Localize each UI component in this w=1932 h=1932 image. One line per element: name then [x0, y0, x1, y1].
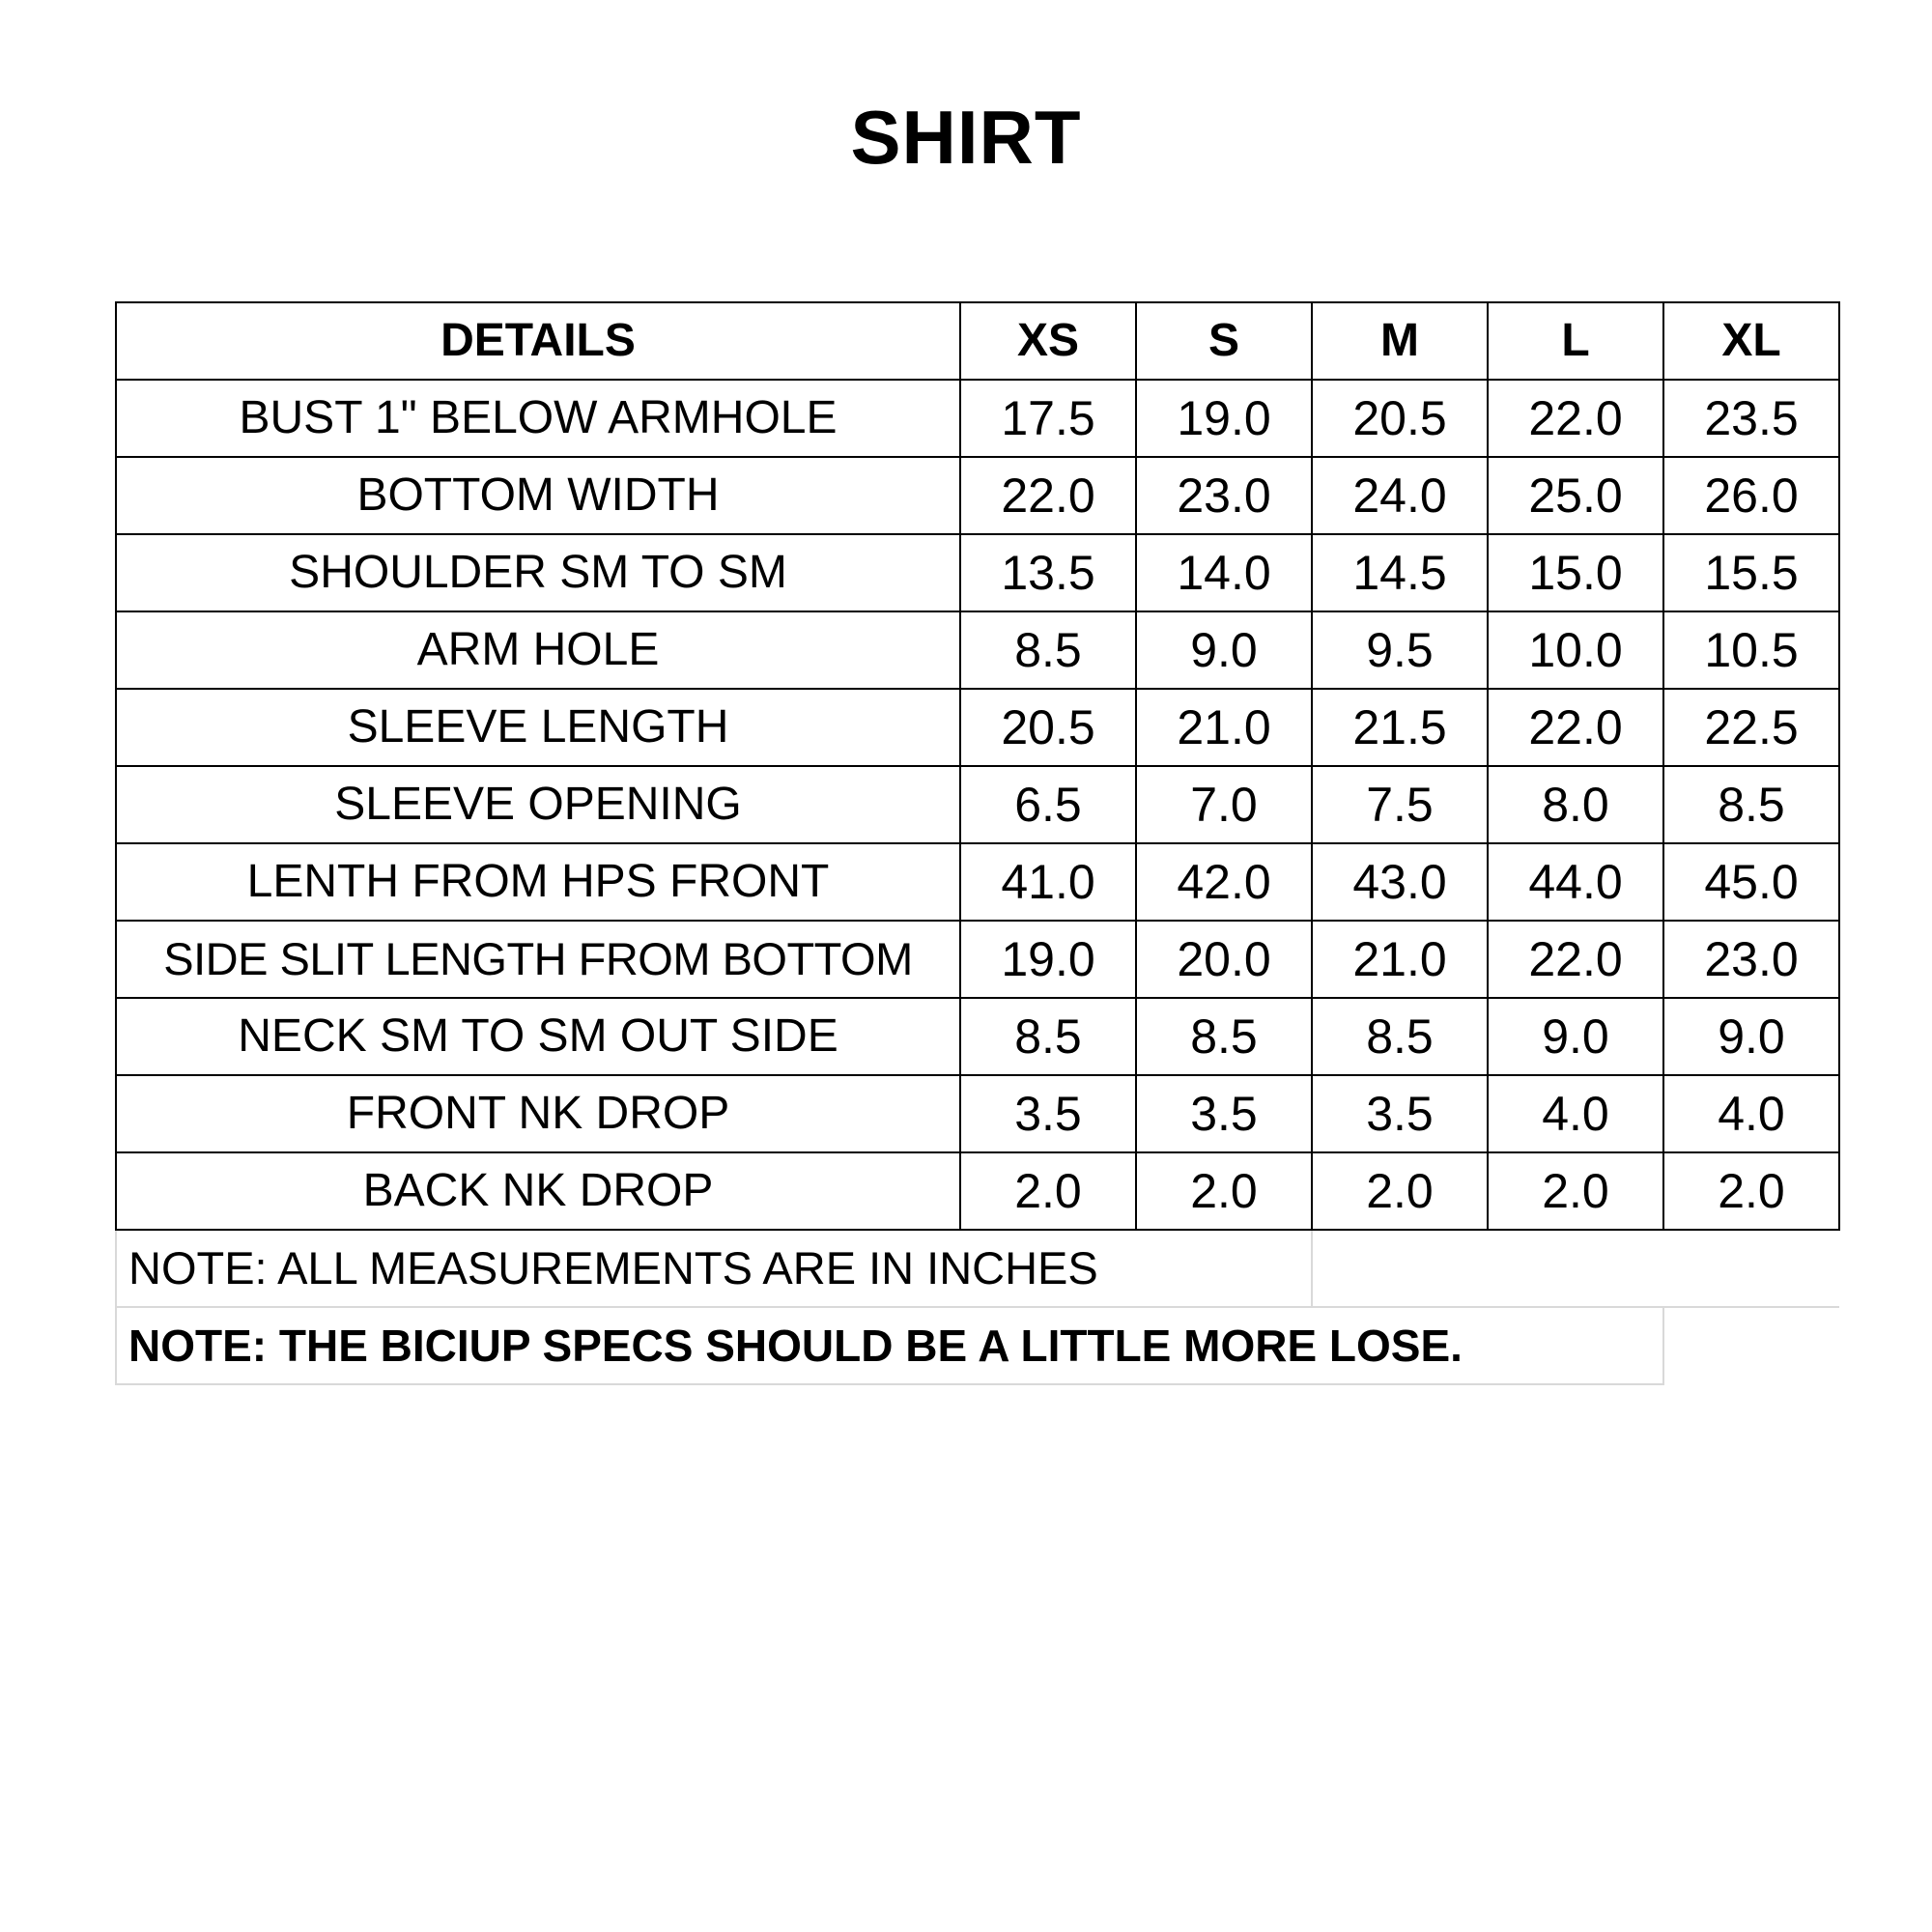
cell-value: 10.5 [1663, 611, 1839, 689]
cell-value: 7.0 [1136, 766, 1312, 843]
cell-value: 20.5 [960, 689, 1136, 766]
note-bicep: NOTE: THE BICIUP SPECS SHOULD BE A LITTLE MORE LOSE. [116, 1307, 1663, 1384]
header-size-l: L [1488, 302, 1663, 380]
cell-value: 8.5 [1136, 998, 1312, 1075]
cell-value: 24.0 [1312, 457, 1488, 534]
row-label: BUST 1" BELOW ARMHOLE [116, 380, 960, 457]
cell-value: 2.0 [1663, 1152, 1839, 1230]
cell-value: 3.5 [1136, 1075, 1312, 1152]
cell-value: 22.0 [1488, 380, 1663, 457]
row-label: NECK SM TO SM OUT SIDE [116, 998, 960, 1075]
cell-value: 41.0 [960, 843, 1136, 921]
note-empty-cell [1312, 1230, 1839, 1307]
cell-value: 8.5 [960, 611, 1136, 689]
cell-value: 23.0 [1136, 457, 1312, 534]
row-label: BOTTOM WIDTH [116, 457, 960, 534]
note-units: NOTE: ALL MEASUREMENTS ARE IN INCHES [116, 1230, 1312, 1307]
cell-value: 22.0 [1488, 689, 1663, 766]
cell-value: 22.0 [960, 457, 1136, 534]
row-label: SIDE SLIT LENGTH FROM BOTTOM [116, 921, 960, 998]
table-row [116, 380, 1839, 457]
table-row [116, 921, 1839, 998]
cell-value: 23.0 [1663, 921, 1839, 998]
cell-value: 3.5 [960, 1075, 1136, 1152]
row-label: ARM HOLE [116, 611, 960, 689]
row-label: LENTH FROM HPS FRONT [116, 843, 960, 921]
table-header-row [116, 302, 1839, 380]
cell-value: 45.0 [1663, 843, 1839, 921]
cell-value: 26.0 [1663, 457, 1839, 534]
cell-value: 22.5 [1663, 689, 1839, 766]
cell-value: 9.0 [1663, 998, 1839, 1075]
cell-value: 9.5 [1312, 611, 1488, 689]
cell-value: 9.0 [1488, 998, 1663, 1075]
header-size-xl: XL [1663, 302, 1839, 380]
cell-value: 2.0 [1312, 1152, 1488, 1230]
table-row [116, 1075, 1839, 1152]
cell-value: 14.0 [1136, 534, 1312, 611]
cell-value: 7.5 [1312, 766, 1488, 843]
cell-value: 44.0 [1488, 843, 1663, 921]
cell-value: 15.0 [1488, 534, 1663, 611]
header-details: DETAILS [116, 302, 960, 380]
row-label: FRONT NK DROP [116, 1075, 960, 1152]
table-row [116, 998, 1839, 1075]
cell-value: 23.5 [1663, 380, 1839, 457]
cell-value: 8.5 [960, 998, 1136, 1075]
cell-value: 21.0 [1312, 921, 1488, 998]
header-size-m: M [1312, 302, 1488, 380]
note-row-units [116, 1230, 1839, 1307]
cell-value: 25.0 [1488, 457, 1663, 534]
table-row [116, 843, 1839, 921]
cell-value: 8.5 [1663, 766, 1839, 843]
cell-value: 3.5 [1312, 1075, 1488, 1152]
cell-value: 20.5 [1312, 380, 1488, 457]
cell-value: 17.5 [960, 380, 1136, 457]
cell-value: 15.5 [1663, 534, 1839, 611]
note-empty-cell [1663, 1307, 1839, 1384]
table-row [116, 457, 1839, 534]
cell-value: 13.5 [960, 534, 1136, 611]
cell-value: 22.0 [1488, 921, 1663, 998]
cell-value: 2.0 [1488, 1152, 1663, 1230]
size-chart-table [115, 301, 1840, 1385]
row-label: SHOULDER SM TO SM [116, 534, 960, 611]
table-row [116, 534, 1839, 611]
cell-value: 43.0 [1312, 843, 1488, 921]
cell-value: 19.0 [1136, 380, 1312, 457]
page-title: SHIRT [850, 95, 1082, 180]
note-row-bicep [116, 1307, 1839, 1384]
cell-value: 6.5 [960, 766, 1136, 843]
cell-value: 8.5 [1312, 998, 1488, 1075]
row-label: BACK NK DROP [116, 1152, 960, 1230]
cell-value: 2.0 [960, 1152, 1136, 1230]
row-label: SLEEVE OPENING [116, 766, 960, 843]
cell-value: 20.0 [1136, 921, 1312, 998]
cell-value: 4.0 [1488, 1075, 1663, 1152]
header-size-s: S [1136, 302, 1312, 380]
cell-value: 19.0 [960, 921, 1136, 998]
cell-value: 21.0 [1136, 689, 1312, 766]
cell-value: 10.0 [1488, 611, 1663, 689]
cell-value: 42.0 [1136, 843, 1312, 921]
table-row [116, 766, 1839, 843]
table-row [116, 611, 1839, 689]
header-size-xs: XS [960, 302, 1136, 380]
cell-value: 2.0 [1136, 1152, 1312, 1230]
cell-value: 14.5 [1312, 534, 1488, 611]
cell-value: 4.0 [1663, 1075, 1839, 1152]
cell-value: 21.5 [1312, 689, 1488, 766]
row-label: SLEEVE LENGTH [116, 689, 960, 766]
table-row [116, 1152, 1839, 1230]
table-row [116, 689, 1839, 766]
cell-value: 9.0 [1136, 611, 1312, 689]
cell-value: 8.0 [1488, 766, 1663, 843]
